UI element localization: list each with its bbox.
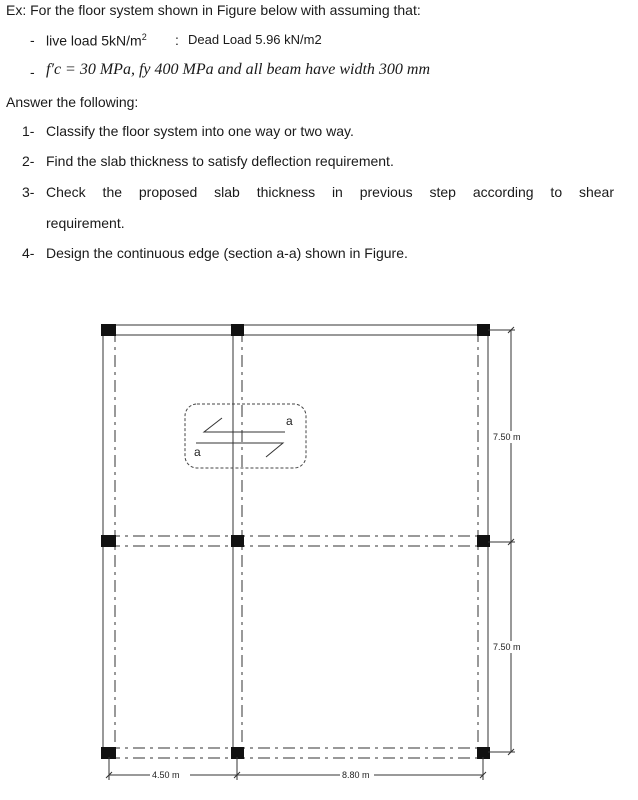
section-a-a-marker	[185, 404, 306, 468]
question-number: 4-	[22, 245, 35, 261]
column	[477, 535, 490, 547]
problem-heading: Ex: For the floor system shown in Figure below with assuming that:	[6, 2, 421, 18]
bullet-marker: -	[30, 32, 35, 48]
column	[101, 535, 116, 547]
question-text-continued: requirement.	[46, 215, 125, 231]
question-number: 2-	[22, 153, 35, 169]
section-arrow-top	[204, 418, 285, 432]
live-load-label: live load 5kN/m	[46, 32, 142, 49]
question-text: Design the continuous edge (section a-a) shown in Figure.	[46, 245, 408, 261]
question-text: Check the proposed slab thickness in previous step according to shear	[46, 184, 614, 200]
column	[231, 535, 244, 547]
question-text: Find the slab thickness to satisfy deflection requirement.	[46, 153, 394, 169]
question-number: 3-	[22, 184, 35, 200]
right-dimension	[488, 327, 515, 755]
dim-right-bottom: 7.50 m	[493, 642, 521, 652]
question-number: 1-	[22, 123, 35, 139]
beam-lines	[103, 325, 488, 758]
section-label-top: a	[286, 414, 293, 428]
bullet-marker: -	[30, 64, 35, 80]
dead-load-text: Dead Load 5.96 kN/m2	[188, 32, 322, 47]
dead-load-sep: :	[175, 32, 179, 48]
dim-bottom-left: 4.50 m	[152, 770, 180, 780]
dim-right-top: 7.50 m	[493, 432, 521, 442]
column	[101, 324, 116, 336]
live-load-sup: 2	[141, 32, 147, 42]
question-text: Classify the floor system into one way or two way.	[46, 123, 354, 139]
column-markers	[101, 324, 490, 759]
section-label-bottom: a	[194, 445, 201, 459]
column	[231, 324, 244, 336]
materials-text: f′c = 30 MPa, fy 400 MPa and all beam have width 300 mm	[46, 61, 431, 78]
answer-heading: Answer the following:	[6, 94, 139, 110]
dim-bottom-right: 8.80 m	[342, 770, 370, 780]
section-arrow-bottom	[196, 443, 283, 457]
